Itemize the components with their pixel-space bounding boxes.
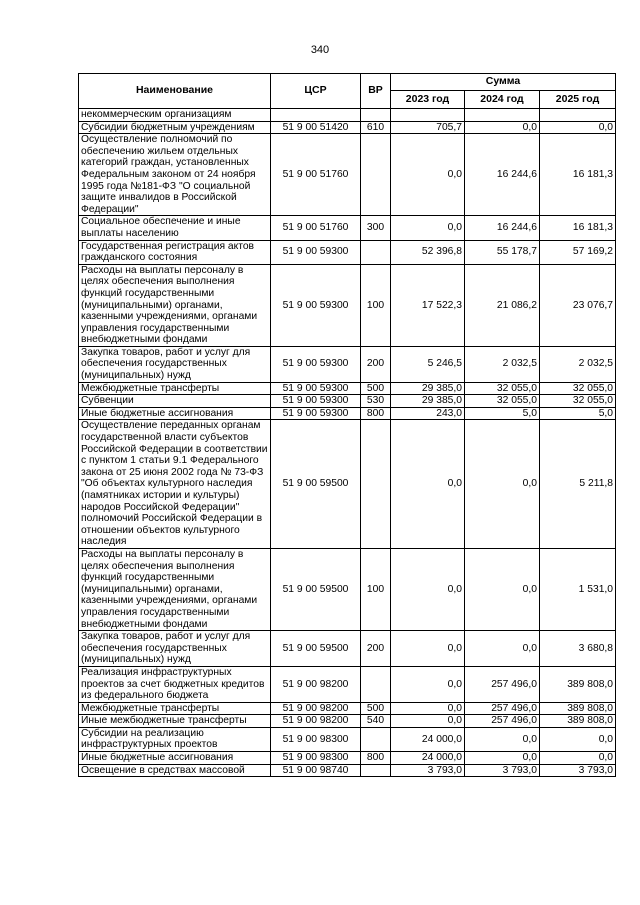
row-value-2025: 3 793,0 — [540, 764, 616, 777]
table-row — [79, 121, 616, 134]
row-vr: 200 — [361, 631, 391, 667]
row-value-2024: 0,0 — [465, 727, 540, 751]
row-vr — [361, 134, 391, 216]
table-row — [79, 666, 616, 702]
row-value-2025: 389 808,0 — [540, 702, 616, 715]
table-row — [79, 548, 616, 630]
row-name: Расходы на выплаты персоналу в целях обеспечения выполнения функций государственными (муниципальными) органами, казенными учреждениями, органами управления государственными внебюджетными фондами — [79, 548, 271, 630]
row-value-2023: 0,0 — [391, 666, 465, 702]
row-value-2024: 21 086,2 — [465, 264, 540, 346]
row-value-2023: 0,0 — [391, 631, 465, 667]
row-vr — [361, 764, 391, 777]
row-value-2025: 57 169,2 — [540, 240, 616, 264]
row-value-2024: 257 496,0 — [465, 715, 540, 728]
header-csr: ЦСР — [271, 74, 361, 109]
row-vr: 540 — [361, 715, 391, 728]
row-vr — [361, 240, 391, 264]
row-value-2023: 52 396,8 — [391, 240, 465, 264]
row-name: Межбюджетные трансферты — [79, 382, 271, 395]
row-csr: 51 9 00 98200 — [271, 715, 361, 728]
row-value-2023: 24 000,0 — [391, 727, 465, 751]
row-value-2023: 0,0 — [391, 548, 465, 630]
row-value-2023: 0,0 — [391, 216, 465, 240]
table-row — [79, 407, 616, 420]
row-value-2024: 257 496,0 — [465, 702, 540, 715]
row-value-2024: 32 055,0 — [465, 395, 540, 408]
table-row — [79, 264, 616, 346]
row-name: Осуществление переданных органам государственной власти субъектов Российской Федерации в соответствии с пунктом 1 статьи 9.1 Федерального закона от 25 июня 2002 года № 73-ФЗ "Об объектах культурного наследия (памятниках истории и культуры) народов Российской Федерации" полномочий Российской Федерации в отношении объектов культурного наследия — [79, 420, 271, 549]
row-value-2023: 17 522,3 — [391, 264, 465, 346]
row-value-2024: 55 178,7 — [465, 240, 540, 264]
table-row — [79, 134, 616, 216]
row-value-2024: 3 793,0 — [465, 764, 540, 777]
row-name: Субсидии бюджетным учреждениям — [79, 121, 271, 134]
table-row — [79, 395, 616, 408]
row-value-2023: 0,0 — [391, 134, 465, 216]
header-sum: Сумма — [391, 74, 616, 91]
row-vr — [361, 109, 391, 122]
table-row — [79, 715, 616, 728]
row-value-2023: 29 385,0 — [391, 395, 465, 408]
row-value-2023: 5 246,5 — [391, 346, 465, 382]
table-row — [79, 631, 616, 667]
row-name: Иные бюджетные ассигнования — [79, 407, 271, 420]
row-value-2024: 257 496,0 — [465, 666, 540, 702]
row-csr: 51 9 00 98200 — [271, 666, 361, 702]
row-csr: 51 9 00 59500 — [271, 420, 361, 549]
row-csr: 51 9 00 59300 — [271, 395, 361, 408]
header-vr: ВР — [361, 74, 391, 109]
row-value-2023: 29 385,0 — [391, 382, 465, 395]
row-name: Осуществление полномочий по обеспечению жильем отдельных категорий граждан, установленных Федеральным законом от 24 ноября 1995 года №181-ФЗ "О социальной защите инвалидов в Российской Федерации" — [79, 134, 271, 216]
row-value-2024: 0,0 — [465, 752, 540, 765]
row-value-2024: 2 032,5 — [465, 346, 540, 382]
row-value-2025: 16 181,3 — [540, 216, 616, 240]
row-value-2023: 0,0 — [391, 702, 465, 715]
row-vr: 200 — [361, 346, 391, 382]
table-body — [79, 109, 616, 777]
table-row — [79, 109, 616, 122]
row-value-2024: 5,0 — [465, 407, 540, 420]
row-vr: 500 — [361, 382, 391, 395]
row-csr: 51 9 00 59500 — [271, 631, 361, 667]
row-value-2025: 389 808,0 — [540, 715, 616, 728]
page-number: 340 — [310, 44, 330, 56]
row-name: Государственная регистрация актов гражданского состояния — [79, 240, 271, 264]
row-vr: 100 — [361, 548, 391, 630]
row-vr: 500 — [361, 702, 391, 715]
row-name: Освещение в средствах массовой — [79, 764, 271, 777]
row-name: Закупка товаров, работ и услуг для обеспечения государственных (муниципальных) нужд — [79, 631, 271, 667]
row-value-2025: 389 808,0 — [540, 666, 616, 702]
table-row — [79, 420, 616, 549]
row-vr: 100 — [361, 264, 391, 346]
table-row — [79, 702, 616, 715]
row-csr: 51 9 00 51420 — [271, 121, 361, 134]
row-name: Социальное обеспечение и иные выплаты населению — [79, 216, 271, 240]
row-value-2023: 243,0 — [391, 407, 465, 420]
row-vr: 530 — [361, 395, 391, 408]
header-year-2024: 2024 год — [465, 90, 540, 108]
row-value-2025: 0,0 — [540, 727, 616, 751]
row-value-2023: 0,0 — [391, 715, 465, 728]
row-name: Субвенции — [79, 395, 271, 408]
row-value-2025: 23 076,7 — [540, 264, 616, 346]
row-value-2023: 24 000,0 — [391, 752, 465, 765]
header-year-2025: 2025 год — [540, 90, 616, 108]
row-name: Реализация инфраструктурных проектов за счет бюджетных кредитов из федерального бюджета — [79, 666, 271, 702]
row-value-2025 — [540, 109, 616, 122]
table-row — [79, 216, 616, 240]
row-value-2025: 16 181,3 — [540, 134, 616, 216]
row-vr: 800 — [361, 752, 391, 765]
row-csr: 51 9 00 59500 — [271, 548, 361, 630]
row-vr: 300 — [361, 216, 391, 240]
row-value-2024: 0,0 — [465, 121, 540, 134]
row-value-2025: 1 531,0 — [540, 548, 616, 630]
row-value-2024: 0,0 — [465, 631, 540, 667]
table-row — [79, 382, 616, 395]
row-value-2025: 5 211,8 — [540, 420, 616, 549]
row-value-2024: 0,0 — [465, 548, 540, 630]
row-csr — [271, 109, 361, 122]
row-value-2025: 0,0 — [540, 752, 616, 765]
header-year-2023: 2023 год — [391, 90, 465, 108]
table-row — [79, 240, 616, 264]
row-value-2025: 3 680,8 — [540, 631, 616, 667]
table-row — [79, 346, 616, 382]
row-vr — [361, 420, 391, 549]
row-csr: 51 9 00 59300 — [271, 240, 361, 264]
row-vr: 610 — [361, 121, 391, 134]
row-value-2025: 2 032,5 — [540, 346, 616, 382]
row-name: Субсидии на реализацию инфраструктурных проектов — [79, 727, 271, 751]
row-name: Иные межбюджетные трансферты — [79, 715, 271, 728]
row-csr: 51 9 00 51760 — [271, 134, 361, 216]
row-vr — [361, 727, 391, 751]
row-csr: 51 9 00 98200 — [271, 702, 361, 715]
row-csr: 51 9 00 51760 — [271, 216, 361, 240]
row-value-2025: 5,0 — [540, 407, 616, 420]
row-value-2024: 32 055,0 — [465, 382, 540, 395]
header-row-1 — [79, 74, 616, 91]
row-name: Иные бюджетные ассигнования — [79, 752, 271, 765]
row-csr: 51 9 00 59300 — [271, 346, 361, 382]
header-name: Наименование — [79, 74, 271, 109]
row-value-2023: 705,7 — [391, 121, 465, 134]
row-name: Межбюджетные трансферты — [79, 702, 271, 715]
row-csr: 51 9 00 98740 — [271, 764, 361, 777]
row-value-2025: 32 055,0 — [540, 382, 616, 395]
row-value-2023: 3 793,0 — [391, 764, 465, 777]
row-csr: 51 9 00 98300 — [271, 727, 361, 751]
row-value-2025: 0,0 — [540, 121, 616, 134]
row-value-2024: 16 244,6 — [465, 216, 540, 240]
row-name: некоммерческим организациям — [79, 109, 271, 122]
row-value-2025: 32 055,0 — [540, 395, 616, 408]
row-vr: 800 — [361, 407, 391, 420]
row-value-2023 — [391, 109, 465, 122]
table-row — [79, 764, 616, 777]
row-vr — [361, 666, 391, 702]
row-value-2024 — [465, 109, 540, 122]
row-value-2024: 0,0 — [465, 420, 540, 549]
table-row — [79, 727, 616, 751]
row-name: Расходы на выплаты персоналу в целях обеспечения выполнения функций государственными (муниципальными) органами, казенными учреждениями, органами управления государственными внебюджетными фондами — [79, 264, 271, 346]
row-csr: 51 9 00 98300 — [271, 752, 361, 765]
budget-table — [78, 73, 616, 777]
row-value-2023: 0,0 — [391, 420, 465, 549]
table-row — [79, 752, 616, 765]
row-csr: 51 9 00 59300 — [271, 264, 361, 346]
row-csr: 51 9 00 59300 — [271, 382, 361, 395]
row-value-2024: 16 244,6 — [465, 134, 540, 216]
row-csr: 51 9 00 59300 — [271, 407, 361, 420]
row-name: Закупка товаров, работ и услуг для обеспечения государственных (муниципальных) нужд — [79, 346, 271, 382]
